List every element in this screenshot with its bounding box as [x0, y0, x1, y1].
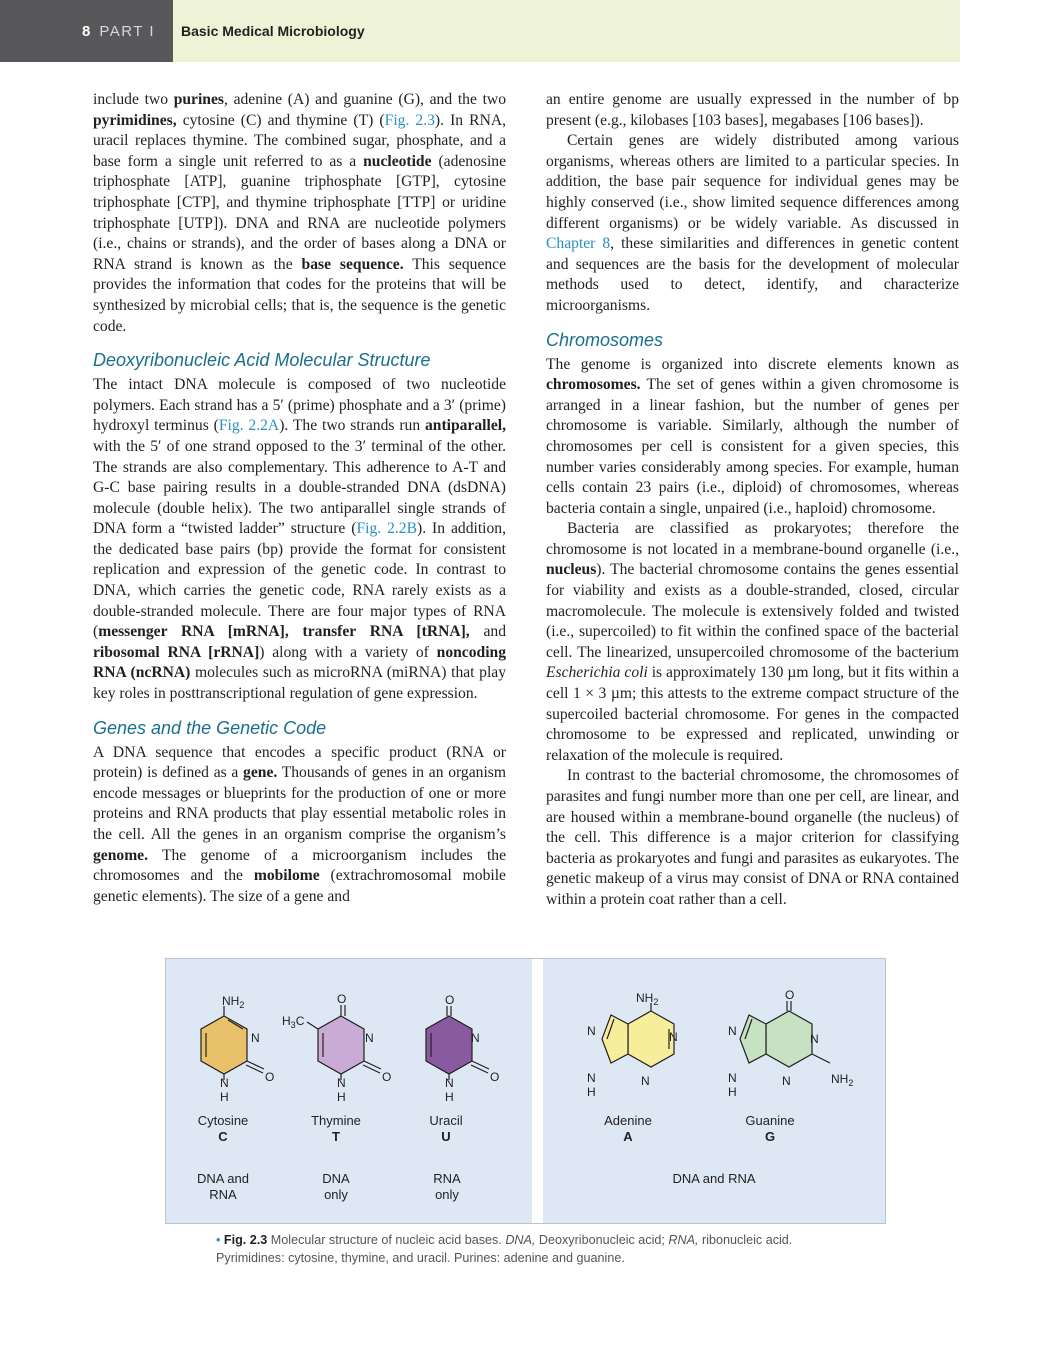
atom-label: N	[337, 1076, 346, 1090]
right-column	[546, 90, 959, 911]
atom-label: N	[587, 1024, 596, 1038]
atom-label: N	[810, 1032, 819, 1046]
paragraph: Certain genes are widely distributed among various organisms, whereas others are limited to a particular species. In addition, the base pair sequence for individual genes may be highly conserved (i.e., show limited sequence differences among different organisms) or be widely variable. As discussed in Chapter 8, these similarities and differences in genetic content and sequences are the basis for the development of molecular methods used to detect, identify, and characterize microorganisms.	[546, 132, 959, 314]
bold-term: purines	[173, 91, 224, 108]
atom-label: H	[282, 1014, 291, 1028]
section-heading-dna-structure: Deoxyribonucleic Acid Molecular Structure	[93, 350, 431, 371]
atom-label: O	[490, 1070, 500, 1084]
cross-reference-link[interactable]: Fig. 2.2A	[218, 417, 280, 435]
thymine-structure	[282, 992, 391, 1104]
paragraph: A DNA sequence that encodes a specific product (RNA or protein) is defined as a gene. Thousands of genes in an organism encode messages or blueprints for the production of one or more proteins and RNA products that play essential metabolic roles in the cell. All the genes in an organism comprise the organism’s genome. The genome of a microorganism includes the chromosomes and the mobilome (extrachromosomal mobile genetic elements). The size of a gene and	[93, 743, 506, 905]
thymine-ring	[318, 1016, 364, 1074]
atom-label: O	[445, 993, 455, 1007]
bold-term: ribosomal RNA [rRNA]	[93, 643, 260, 661]
base-name-guanine: Guanine	[745, 1113, 795, 1128]
caption-text: Molecular structure of nucleic acid bases. DNA, Deoxyribonucleic acid; RNA, ribonucleic acid. Pyrimidines: cytosine, thymine, and uracil. Purines: adenine and guanine.	[216, 1233, 793, 1265]
bold-term: noncoding RNA (ncRNA)	[93, 643, 506, 682]
atom-label: N	[782, 1074, 791, 1088]
paragraph: an entire genome are usually expressed in the number of bp present (e.g., kilobases [103 bases], megabases [106 bases]).	[546, 91, 959, 129]
italic-term: Escherichia coli	[546, 664, 648, 682]
italic-term: DNA,	[505, 1233, 536, 1247]
paragraph: The intact DNA molecule is composed of two nucleotide polymers. Each strand has a 5′ (prime) phosphate and a 3′ (prime) hydroxyl terminus (Fig. 2.2A). The two strands run antiparallel, with the 5′ of one strand opposed to the 3′ terminal of the other. The strands are also complementary. This adherence to A-T and G-C base pairing results in a double-stranded DNA (dsDNA) molecule (double helix). The two antiparallel single strands of DNA form a “twisted ladder” structure (Fig. 2.2B). In addition, the dedicated base pairs (bp) provide the format for consistent replication and expression of the genetic code. In contrast to DNA, which carries the genetic code, RNA rarely exists as a double-stranded molecule. There are four major types of RNA (messenger RNA [mRNA], transfer RNA [tRNA], and ribosomal RNA [rRNA]) along with a variety of noncoding RNA (ncRNA) molecules such as microRNA (miRNA) that play key roles in posttranscriptional regulation of gene expression.	[93, 376, 507, 703]
atom-label: N	[445, 1076, 454, 1090]
atom-label: H	[220, 1090, 229, 1104]
section-heading-genes: Genes and the Genetic Code	[93, 717, 327, 738]
cross-reference-link[interactable]: Chapter 8	[546, 235, 611, 253]
atom-label: N	[728, 1024, 737, 1038]
svg-text:NH2: $NH_2$	[831, 1072, 854, 1088]
usage-thymine: DNA only	[322, 1171, 350, 1202]
paragraph: In contrast to the bacterial chromosome, the chromosomes of parasites and fungi number more than one per cell, are linear, and are housed within a membrane-bound organelle (the nucleus) of the cell. This difference is a major criterion for classifying bacteria as prokaryotes and fungi and parasites as eukaryotes. The genetic makeup of a virus may consist of DNA or RNA contained within a protein coat rather than a cell.	[546, 767, 959, 908]
atom-label: NH	[222, 994, 240, 1008]
atom-label: H	[728, 1085, 737, 1099]
atom-label: N	[471, 1031, 480, 1045]
paragraph: include two purines, adenine (A) and guanine (G), and the two pyrimidines, cytosine (C) and thymine (T) (Fig. 2.3). In RNA, uracil replaces thymine. The combined sugar, phosphate, and a base form a single unit referred to as a nucleotide (adenosine triphosphate [ATP], guanine triphosphate [GTP], cytosine triphosphate [CTP], and thymine triphosphate [TTP] or uridine triphosphate [UTP]). DNA and RNA are nucleotide polymers (i.e., chains or strands), and the order of bases along a DNA or RNA strand is known as the base sequence. This sequence provides the information that codes for the proteins that will be synthesized by microbial cells; that is, the sequence is the genetic code.	[93, 91, 507, 335]
bold-term: messenger RNA [mRNA], transfer RNA [tRNA],	[98, 623, 470, 641]
base-letter-thymine: T	[332, 1129, 340, 1144]
atom-label: N	[587, 1071, 596, 1085]
running-title: Basic Medical Microbiology	[181, 23, 365, 39]
bold-term: chromosomes.	[546, 376, 641, 394]
bold-term: nucleus	[546, 561, 597, 579]
svg-text:NH2: $NH_2$	[222, 994, 245, 1010]
caption-label: Fig. 2.3	[223, 1233, 268, 1247]
cross-reference-link[interactable]: Fig. 2.3	[384, 111, 435, 129]
bold-term: nucleotide	[363, 152, 432, 170]
base-letter-guanine: G	[764, 1129, 776, 1144]
usage-cytosine: DNA and RNA	[196, 1171, 250, 1202]
guanine-structure	[728, 988, 853, 1099]
atom-label: O	[337, 992, 347, 1006]
atom-label: H	[445, 1090, 454, 1104]
header-part-block	[0, 0, 173, 62]
part-label: PART I	[99, 22, 156, 40]
atom-label: O	[265, 1070, 275, 1084]
atom-label: N	[669, 1030, 678, 1044]
bold-term: pyrimidines,	[93, 111, 177, 129]
base-name-adenine: Adenine	[604, 1113, 652, 1128]
left-column	[93, 90, 506, 907]
figure-nucleic-acid-bases	[165, 958, 886, 1224]
atom-label: NH	[831, 1072, 849, 1086]
bold-term: genome.	[93, 846, 148, 864]
paragraph: The genome is organized into discrete elements known as chromosomes. The set of genes within a given chromosome is arranged in a linear fashion, but the number of genes per chromosome is variable. Similarly, although the number of chromosomes per cell is consistent for a given species, this number varies considerably among species. For example, human cells contain 23 pairs (i.e., diploid) of chromosomes, whereas bacteria contain a single, unpaired (i.e., haploid) chromosome.	[546, 355, 959, 517]
caption-bullet: •	[216, 1233, 221, 1247]
atom-label: H	[337, 1090, 346, 1104]
atom-label: O	[785, 988, 795, 1002]
bold-term: base sequence.	[301, 255, 404, 273]
base-name-thymine: Thymine	[311, 1113, 361, 1128]
atom-label: NH	[636, 991, 654, 1005]
guanine-ring	[766, 1011, 812, 1067]
base-name-uracil: Uracil	[429, 1113, 463, 1128]
uracil-structure	[426, 993, 499, 1104]
usage-purines: DNA and RNA	[672, 1171, 756, 1186]
uracil-ring	[426, 1016, 472, 1074]
base-letter-adenine: A	[623, 1129, 633, 1144]
atom-label: O	[382, 1070, 392, 1084]
bold-term: gene.	[243, 764, 278, 782]
svg-text:NH2: $NH_2$	[636, 991, 659, 1007]
atom-label: N	[220, 1076, 229, 1090]
atom-label: N	[641, 1074, 650, 1088]
header-title-block	[173, 0, 960, 62]
figure-caption	[216, 1231, 856, 1267]
adenine-structure	[587, 991, 678, 1099]
italic-term: RNA,	[668, 1233, 699, 1247]
paragraph: Bacteria are classified as prokaryotes; therefore the chromosome is not located in a membrane-bound organelle (i.e., nucleus). The bacterial chromosome contains the genes essential for viability and exists as a double-stranded, closed, circular macromolecule. The molecule is extensively folded and twisted (i.e., supercoiled) to fit within the confined space of the bacterial cell. The linearized, unsupercoiled chromosome of the bacterium Escherichia coli is approximately 130 µm long, but it fits within a cell 1 × 3 µm; this attests to the extreme compact structure of the supercoiled bacterial chromosome. For genes in the compacted chromosome to be expressed and replicated, unwinding or relaxation of the molecule is required.	[546, 520, 959, 764]
bold-term: antiparallel,	[425, 417, 506, 435]
atom-label: N	[728, 1071, 737, 1085]
svg-text:H3C: $H_3C$	[282, 1014, 305, 1030]
cross-reference-link[interactable]: Fig. 2.2B	[356, 520, 417, 538]
atom-label: H	[587, 1085, 596, 1099]
bold-term: mobilome	[253, 867, 320, 885]
base-name-cytosine: Cytosine	[197, 1113, 249, 1128]
cytosine-structure	[201, 994, 274, 1104]
atom-label: N	[365, 1031, 374, 1045]
cytosine-ring	[201, 1016, 247, 1074]
section-heading-chromosomes: Chromosomes	[546, 329, 664, 350]
atom-label: N	[251, 1031, 260, 1045]
base-letter-cytosine: C	[218, 1129, 228, 1144]
adenine-ring	[628, 1011, 674, 1067]
base-letter-uracil: U	[441, 1129, 451, 1144]
page-number: 8	[82, 22, 91, 40]
usage-uracil: RNA only	[433, 1171, 461, 1202]
page-header	[0, 0, 960, 62]
